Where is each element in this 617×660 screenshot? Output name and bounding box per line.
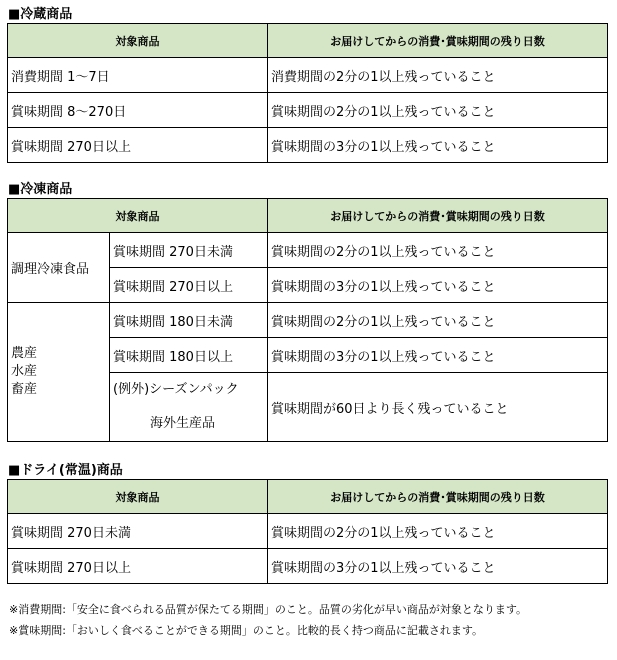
header-target: 対象商品 xyxy=(8,480,268,514)
remain-cell: 賞味期間の2分の1以上残っていること xyxy=(268,514,608,549)
remain-cell: 賞味期間の3分の1以上残っていること xyxy=(268,268,608,303)
remain-cell: 賞味期間の3分の1以上残っていること xyxy=(268,128,608,163)
header-remaining: お届けしてからの消費･賞味期間の残り日数 xyxy=(268,480,608,514)
footnote: ※賞味期間:「おいしく食べることができる期間」のこと。比較的長く持つ商品に記載されます。 xyxy=(9,624,484,637)
table-row xyxy=(8,549,608,584)
header-remaining: お届けしてからの消費･賞味期間の残り日数 xyxy=(268,199,608,233)
table-row xyxy=(8,514,608,549)
category-line: 畜産 xyxy=(11,382,38,397)
header-target: 対象商品 xyxy=(8,199,268,233)
table-row xyxy=(8,58,608,93)
item-cell: 賞味期間 270日未満 xyxy=(8,514,268,549)
category-cell: 調理冷凍食品 xyxy=(8,233,110,303)
frozen-table xyxy=(7,198,608,442)
remain-cell: 賞味期間の2分の1以上残っていること xyxy=(268,233,608,268)
table-header-row xyxy=(8,480,608,514)
item-cell: 賞味期間 180日以上 xyxy=(110,338,268,373)
item-cell: 賞味期間 270日以上 xyxy=(8,549,268,584)
category-line: 水産 xyxy=(11,364,38,379)
exception-line: (例外)シーズンパック xyxy=(113,382,239,397)
item-cell: 賞味期間 270日以上 xyxy=(110,268,268,303)
table-row xyxy=(8,303,608,338)
chilled-table xyxy=(7,23,608,163)
dry-table xyxy=(7,479,608,584)
table-header-row xyxy=(8,199,608,233)
header-remaining: お届けしてからの消費･賞味期間の残り日数 xyxy=(268,24,608,58)
remain-cell: 賞味期間が60日より長く残っていること xyxy=(268,373,608,442)
remain-cell: 賞味期間の3分の1以上残っていること xyxy=(268,338,608,373)
exception-item-cell xyxy=(110,373,268,442)
footnote: ※消費期間:「安全に食べられる品質が保たてる期間」のこと。品質の劣化が早い商品が対象となります。 xyxy=(9,603,528,616)
table-row xyxy=(8,93,608,128)
category-cell xyxy=(8,303,110,442)
item-cell: 賞味期間 180日未満 xyxy=(110,303,268,338)
remain-cell: 賞味期間の3分の1以上残っていること xyxy=(268,549,608,584)
item-cell: 賞味期間 8～270日 xyxy=(8,93,268,128)
category-line: 農産 xyxy=(11,346,38,361)
table-header-row xyxy=(8,24,608,58)
dry-section-title: ■ドライ(常温)商品 xyxy=(8,463,123,478)
table-row xyxy=(8,128,608,163)
exception-line: 海外生産品 xyxy=(150,416,216,431)
header-target: 対象商品 xyxy=(8,24,268,58)
item-cell: 消費期間 1～7日 xyxy=(8,58,268,93)
table-row xyxy=(8,233,608,268)
item-cell: 賞味期間 270日未満 xyxy=(110,233,268,268)
item-cell: 賞味期間 270日以上 xyxy=(8,128,268,163)
remain-cell: 賞味期間の2分の1以上残っていること xyxy=(268,303,608,338)
remain-cell: 消費期間の2分の1以上残っていること xyxy=(268,58,608,93)
remain-cell: 賞味期間の2分の1以上残っていること xyxy=(268,93,608,128)
chilled-section-title: ■冷蔵商品 xyxy=(8,7,73,22)
frozen-section-title: ■冷凍商品 xyxy=(8,182,73,197)
